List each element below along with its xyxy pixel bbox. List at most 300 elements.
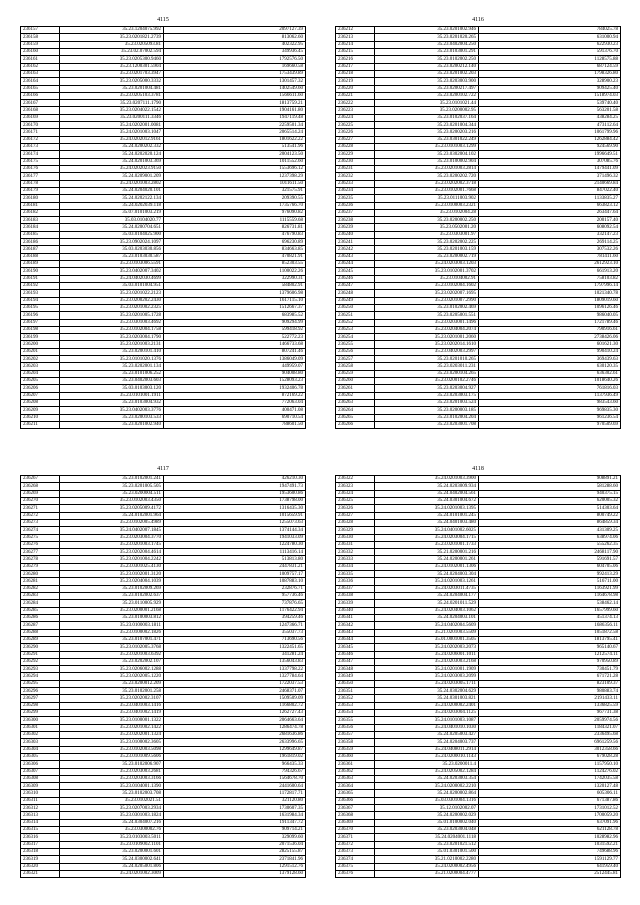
row-id-cell: 236299 bbox=[21, 710, 60, 717]
row-id-cell: 236162 bbox=[21, 63, 60, 70]
amount-cell: 986040.05 bbox=[479, 312, 621, 319]
table-row bbox=[21, 144, 306, 151]
row-id-cell: 236293 bbox=[21, 666, 60, 673]
row-id-cell: 236271 bbox=[21, 505, 60, 512]
amount-cell: 683985.52 bbox=[164, 312, 306, 319]
amount-cell: 1096126.46 bbox=[479, 304, 621, 311]
code-cell: 35.23.0102037.164 bbox=[375, 114, 479, 121]
code-cell: 35.24.0302004.629 bbox=[375, 688, 479, 695]
row-id-cell: 236245 bbox=[336, 268, 375, 275]
code-cell: 35.23.0203003.3166 bbox=[60, 775, 164, 782]
table-row bbox=[21, 812, 306, 819]
amount-cell: 1224780.30 bbox=[164, 541, 306, 548]
amount-cell: 1299649.87 bbox=[164, 746, 306, 753]
amount-cell: 169660.58 bbox=[164, 63, 306, 70]
row-id-cell: 236311 bbox=[21, 797, 60, 804]
code-cell: 35.23.0203004.3770 bbox=[60, 534, 164, 541]
table-row bbox=[336, 673, 621, 680]
data-table bbox=[20, 475, 306, 878]
amount-cell: 1798326.80 bbox=[479, 70, 621, 77]
amount-cell: 737876.65 bbox=[164, 600, 306, 607]
table-row bbox=[21, 34, 306, 41]
code-cell: 35.23.0200212.140 bbox=[375, 63, 479, 70]
row-id-cell: 236372 bbox=[336, 841, 375, 848]
amount-cell: 2441600.64 bbox=[164, 783, 306, 790]
row-id-cell: 236291 bbox=[21, 651, 60, 658]
row-id-cell: 236165 bbox=[21, 85, 60, 92]
amount-cell: 2004123.50 bbox=[164, 151, 306, 158]
code-cell: 35.24.0201011.529 bbox=[375, 600, 479, 607]
row-id-cell: 236275 bbox=[21, 534, 60, 541]
code-cell: 35.21.0201003.5509 bbox=[375, 629, 479, 636]
table-row bbox=[336, 312, 621, 319]
amount-cell: 1137936.49 bbox=[479, 392, 621, 399]
code-cell: 35.24.0201001.1909 bbox=[375, 666, 479, 673]
amount-cell: 209390.55 bbox=[164, 195, 306, 202]
row-id-cell: 236340 bbox=[336, 607, 375, 614]
table-row bbox=[21, 392, 306, 399]
code-cell: 35.23.0200002.250 bbox=[375, 217, 479, 224]
table-row bbox=[336, 819, 621, 826]
amount-cell: 1753439.89 bbox=[164, 70, 306, 77]
amount-cell: 1255073.63 bbox=[164, 519, 306, 526]
code-cell: 35.23.0402003.603 bbox=[60, 378, 164, 385]
amount-cell: 591376.70 bbox=[479, 48, 621, 55]
code-cell: 35.23.0102002.469 bbox=[375, 304, 479, 311]
table-row bbox=[21, 224, 306, 231]
row-id-cell: 236345 bbox=[336, 644, 375, 651]
table-row bbox=[21, 578, 306, 585]
row-id-cell: 236184 bbox=[21, 224, 60, 231]
table-row bbox=[336, 304, 621, 311]
code-cell: 35.23.0102005.4989 bbox=[60, 519, 164, 526]
amount-cell: 2064663.64 bbox=[164, 717, 306, 724]
code-cell: 35.23.0202002.107 bbox=[60, 658, 164, 665]
table-row bbox=[336, 512, 621, 519]
table-row bbox=[21, 541, 306, 548]
table-row bbox=[336, 614, 621, 621]
amount-cell: 2065514.24 bbox=[164, 129, 306, 136]
table-row bbox=[21, 688, 306, 695]
row-id-cell: 236368 bbox=[336, 812, 375, 819]
row-id-cell: 236166 bbox=[21, 92, 60, 99]
row-id-cell: 236310 bbox=[21, 790, 60, 797]
table-row bbox=[336, 527, 621, 534]
table-row bbox=[21, 505, 306, 512]
row-id-cell: 236223 bbox=[336, 107, 375, 114]
code-cell: 35.24.0301003.821 bbox=[375, 695, 479, 702]
amount-cell: 696230.89 bbox=[164, 239, 306, 246]
row-id-cell: 236353 bbox=[336, 702, 375, 709]
row-id-cell: 236188 bbox=[21, 253, 60, 260]
table-row bbox=[336, 56, 621, 63]
amount-cell: 2259501.34 bbox=[164, 122, 306, 129]
table-row bbox=[21, 326, 306, 333]
table-row bbox=[21, 651, 306, 658]
table-row bbox=[21, 202, 306, 209]
row-id-cell: 236302 bbox=[21, 731, 60, 738]
amount-cell: 1947491.73 bbox=[164, 483, 306, 490]
amount-cell: 470821.91 bbox=[164, 253, 306, 260]
row-id-cell: 236218 bbox=[336, 70, 375, 77]
row-id-cell: 236268 bbox=[21, 483, 60, 490]
table-row bbox=[21, 622, 306, 629]
table-row bbox=[21, 483, 306, 490]
amount-cell: 1237398.29 bbox=[164, 173, 306, 180]
code-cell: 35.24.0200202.332 bbox=[60, 144, 164, 151]
table-row bbox=[336, 341, 621, 348]
table-row bbox=[336, 695, 621, 702]
row-id-cell: 236169 bbox=[21, 114, 60, 121]
code-cell: 35.23.0109002.1101 bbox=[60, 841, 164, 848]
table-row bbox=[21, 63, 306, 70]
row-id-cell: 236232 bbox=[336, 173, 375, 180]
amount-cell: 1947119.48 bbox=[164, 114, 306, 121]
amount-cell: 322990.31 bbox=[164, 275, 306, 282]
code-cell: 35.24.0402030.4699 bbox=[60, 275, 164, 282]
code-cell: 35.23.0201703.3947 bbox=[60, 70, 164, 77]
table-row bbox=[336, 812, 621, 819]
amount-cell: 581288.60 bbox=[479, 483, 621, 490]
row-id-cell: 236356 bbox=[336, 724, 375, 731]
row-id-cell: 236288 bbox=[21, 629, 60, 636]
table-row bbox=[21, 356, 306, 363]
row-id-cell: 236255 bbox=[336, 341, 375, 348]
amount-cell: 200157.40 bbox=[479, 217, 621, 224]
table-row bbox=[21, 527, 306, 534]
amount-cell: 608092.54 bbox=[479, 224, 621, 231]
code-cell: 35.23.0103004.932 bbox=[60, 399, 164, 406]
table-row bbox=[21, 673, 306, 680]
row-id-cell: 236339 bbox=[336, 600, 375, 607]
table-row bbox=[336, 827, 621, 834]
code-cell: 35.24.0203003.1203 bbox=[375, 261, 479, 268]
row-id-cell: 236352 bbox=[336, 695, 375, 702]
row-id-cell: 236164 bbox=[21, 78, 60, 85]
row-id-cell: 236272 bbox=[21, 512, 60, 519]
row-id-cell: 236178 bbox=[21, 180, 60, 187]
code-cell: 35.03.0103003.120 bbox=[60, 385, 164, 392]
table-row bbox=[21, 195, 306, 202]
code-cell: 35.23.0300002.76 bbox=[60, 827, 164, 834]
amount-cell: 1100022.26 bbox=[164, 268, 306, 275]
table-row bbox=[336, 571, 621, 578]
row-id-cell: 236276 bbox=[21, 541, 60, 548]
code-cell: 35.23.0402003.3776 bbox=[60, 407, 164, 414]
amount-cell: 6961259.56 bbox=[479, 739, 621, 746]
row-id-cell: 236296 bbox=[21, 688, 60, 695]
code-cell: 35.23.0201022.2123 bbox=[60, 290, 164, 297]
row-id-cell: 236332 bbox=[336, 549, 375, 556]
amount-cell: 904008.80 bbox=[164, 370, 306, 377]
table-row bbox=[21, 746, 306, 753]
row-id-cell: 236174 bbox=[21, 151, 60, 158]
table-row bbox=[336, 483, 621, 490]
amount-cell: 976090.82 bbox=[164, 209, 306, 216]
row-id-cell: 236258 bbox=[336, 363, 375, 370]
code-cell: 35.23.0207111.1790 bbox=[60, 100, 164, 107]
table-row bbox=[336, 688, 621, 695]
table-row bbox=[336, 805, 621, 812]
amount-cell: 620005.32 bbox=[479, 497, 621, 504]
table-row bbox=[336, 107, 621, 114]
code-cell: 35.23.0301022.249 bbox=[375, 136, 479, 143]
table-row bbox=[21, 78, 306, 85]
data-table bbox=[335, 26, 621, 429]
code-cell: 35.24.0209001.209 bbox=[60, 173, 164, 180]
row-id-cell: 236196 bbox=[21, 312, 60, 319]
table-row bbox=[336, 385, 621, 392]
amount-cell: 983543.60 bbox=[479, 399, 621, 406]
amount-cell: 1327784.64 bbox=[164, 673, 306, 680]
amount-cell: 1591129.77 bbox=[479, 856, 621, 863]
table-row bbox=[336, 326, 621, 333]
code-cell: 35.24.0200001.261 bbox=[375, 556, 479, 563]
row-id-cell: 236267 bbox=[21, 476, 60, 483]
amount-cell: 2512445.81 bbox=[479, 870, 621, 877]
amount-cell: 451374.13 bbox=[479, 614, 621, 621]
code-cell: 35.23.0202002.3718 bbox=[375, 180, 479, 187]
row-id-cell: 236246 bbox=[336, 275, 375, 282]
table-row bbox=[336, 239, 621, 246]
code-cell: 35.03.0104025.900 bbox=[60, 231, 164, 238]
amount-cell: 321575.91 bbox=[164, 187, 306, 194]
row-id-cell: 236304 bbox=[21, 746, 60, 753]
table-row bbox=[336, 644, 621, 651]
amount-cell: 961236.54 bbox=[479, 414, 621, 421]
row-id-cell: 236335 bbox=[336, 571, 375, 578]
amount-cell: 1961819.02 bbox=[164, 753, 306, 760]
table-row bbox=[21, 519, 306, 526]
row-id-cell: 236198 bbox=[21, 326, 60, 333]
code-cell: 35.24.0204020.101 bbox=[60, 187, 164, 194]
amount-cell: 1932406.78 bbox=[164, 385, 306, 392]
amount-cell: 604705.06 bbox=[479, 563, 621, 570]
amount-cell: 790916.61 bbox=[479, 326, 621, 333]
code-cell: 35.23.0200001.2168 bbox=[60, 607, 164, 614]
table-row bbox=[336, 173, 621, 180]
amount-cell: 438284.25 bbox=[479, 114, 621, 121]
amount-cell: 847022.40 bbox=[479, 187, 621, 194]
row-id-cell: 236182 bbox=[21, 209, 60, 216]
table-row bbox=[336, 717, 621, 724]
table-row bbox=[336, 658, 621, 665]
row-id-cell: 236357 bbox=[336, 731, 375, 738]
amount-cell: 3012358.66 bbox=[479, 746, 621, 753]
code-cell: 35.23.0202005.1220 bbox=[60, 673, 164, 680]
table-row bbox=[21, 41, 306, 48]
table-row bbox=[21, 187, 306, 194]
code-cell: 35.24.0203003.354 bbox=[375, 775, 479, 782]
table-row bbox=[21, 790, 306, 797]
amount-cell: 663823.12 bbox=[479, 202, 621, 209]
amount-cell: 426210.30 bbox=[164, 476, 306, 483]
amount-cell: 1087883.10 bbox=[164, 578, 306, 585]
amount-cell: 1166802.72 bbox=[164, 702, 306, 709]
row-id-cell: 236350 bbox=[336, 680, 375, 687]
row-id-cell: 236168 bbox=[21, 107, 60, 114]
code-cell: 35.23.0101003.1299 bbox=[375, 144, 479, 151]
amount-cell: 970509.69 bbox=[479, 421, 621, 428]
amount-cell: 965140.67 bbox=[479, 644, 621, 651]
row-id-cell: 236209 bbox=[21, 407, 60, 414]
code-cell: 35.23.0205103.3781 bbox=[60, 92, 164, 99]
amount-cell: 1797996.14 bbox=[479, 282, 621, 289]
amount-cell: 1686356.11 bbox=[479, 622, 621, 629]
code-cell: 35.23.0401002.1419 bbox=[60, 710, 164, 717]
row-id-cell: 236330 bbox=[336, 534, 375, 541]
table-row bbox=[21, 710, 306, 717]
code-cell: 35.23.0110005.929 bbox=[60, 600, 164, 607]
code-cell: 35.23.0201003.6392 bbox=[60, 651, 164, 658]
amount-cell: 967731.38 bbox=[479, 710, 621, 717]
table-row bbox=[336, 783, 621, 790]
code-cell: 35.23.0102001.258 bbox=[60, 688, 164, 695]
row-id-cell: 236370 bbox=[336, 827, 375, 834]
amount-cell: 940375.15 bbox=[479, 490, 621, 497]
table-row bbox=[336, 246, 621, 253]
amount-cell: 2071536.04 bbox=[164, 841, 306, 848]
row-id-cell: 236230 bbox=[336, 158, 375, 165]
row-id-cell: 236364 bbox=[336, 783, 375, 790]
row-id-cell: 236229 bbox=[336, 151, 375, 158]
row-id-cell: 236308 bbox=[21, 775, 60, 782]
row-id-cell: 236176 bbox=[21, 165, 60, 172]
table-row bbox=[336, 217, 621, 224]
table-row bbox=[21, 856, 306, 863]
row-id-cell: 236242 bbox=[336, 246, 375, 253]
row-id-cell: 236314 bbox=[21, 819, 60, 826]
code-cell: 35.24.0203009.934 bbox=[375, 483, 479, 490]
code-cell: 35.23.0201007.2990 bbox=[375, 297, 479, 304]
code-cell: 35.23.0102001.3120 bbox=[60, 571, 164, 578]
row-id-cell: 236158 bbox=[21, 34, 60, 41]
amount-cell: 690710.54 bbox=[164, 414, 306, 421]
amount-cell: 1176422.94 bbox=[164, 607, 306, 614]
row-id-cell: 236300 bbox=[21, 717, 60, 724]
code-cell: 35.23.0204004.1039 bbox=[60, 578, 164, 585]
code-cell: 35.23.0402007.3402 bbox=[60, 268, 164, 275]
table-row bbox=[336, 476, 621, 483]
row-id-cell: 236306 bbox=[21, 761, 60, 768]
row-id-cell: 236344 bbox=[336, 636, 375, 643]
amount-cell: 1742035.58 bbox=[479, 775, 621, 782]
code-cell: 35.24.0202001.0081 bbox=[60, 122, 164, 129]
table-row bbox=[336, 180, 621, 187]
row-id-cell: 236323 bbox=[336, 483, 375, 490]
amount-cell: 2191433.11 bbox=[479, 695, 621, 702]
amount-cell: 909294.99 bbox=[164, 319, 306, 326]
row-id-cell: 236367 bbox=[336, 805, 375, 812]
row-id-cell: 236212 bbox=[336, 27, 375, 34]
code-cell: 35.24.0202020.124 bbox=[60, 151, 164, 158]
table-row bbox=[21, 312, 306, 319]
row-id-cell: 236241 bbox=[336, 239, 375, 246]
code-cell: 35.24.0203004.1715 bbox=[375, 534, 479, 541]
amount-cell: 1133835.27 bbox=[479, 195, 621, 202]
table-row bbox=[336, 78, 621, 85]
table-row bbox=[336, 848, 621, 855]
amount-cell: 794326.67 bbox=[164, 768, 306, 775]
amount-cell: 539740.40 bbox=[479, 100, 621, 107]
code-cell: 35.23.0201002.940 bbox=[60, 421, 164, 428]
amount-cell: 1813795.41 bbox=[479, 636, 621, 643]
code-cell: 35.23.0200003.185 bbox=[375, 407, 479, 414]
table-row bbox=[21, 658, 306, 665]
amount-cell: 1617115.10 bbox=[164, 297, 306, 304]
table-row bbox=[336, 497, 621, 504]
row-id-cell: 236206 bbox=[21, 385, 60, 392]
table-row bbox=[336, 680, 621, 687]
row-id-cell: 236204 bbox=[21, 370, 60, 377]
code-cell: 35.23.0101009.5606 bbox=[60, 753, 164, 760]
row-id-cell: 236211 bbox=[21, 421, 60, 428]
table-row bbox=[336, 407, 621, 414]
amount-cell: 1018640.26 bbox=[479, 378, 621, 385]
code-cell: 35.23.0203001.1496 bbox=[375, 319, 479, 326]
row-id-cell: 236351 bbox=[336, 688, 375, 695]
code-cell: 35.23.0203011.231 bbox=[375, 363, 479, 370]
code-cell: 35.23.0402004.250 bbox=[375, 41, 479, 48]
amount-cell: 1730607.35 bbox=[164, 805, 306, 812]
amount-cell: 730451.79 bbox=[479, 666, 621, 673]
panel-4116 bbox=[335, 14, 621, 429]
row-id-cell: 236171 bbox=[21, 129, 60, 136]
code-cell: 35.24.0304007.216 bbox=[60, 819, 164, 826]
code-cell: 35.23.0104002.91 bbox=[375, 275, 479, 282]
row-id-cell: 236328 bbox=[336, 519, 375, 526]
code-cell: 35.24.0202012.9161 bbox=[60, 136, 164, 143]
table-row bbox=[336, 505, 621, 512]
code-cell: 35.23.0200002.719 bbox=[375, 253, 479, 260]
row-id-cell: 236263 bbox=[336, 399, 375, 406]
amount-cell: 605306.11 bbox=[479, 790, 621, 797]
table-row bbox=[336, 334, 621, 341]
amount-cell: 909714.21 bbox=[164, 827, 306, 834]
code-cell: 35.23.0102004.28 bbox=[375, 209, 479, 216]
table-row bbox=[336, 870, 621, 877]
table-row bbox=[336, 48, 621, 55]
code-cell: 35.23.0203003.2681 bbox=[60, 768, 164, 775]
row-id-cell: 236355 bbox=[336, 717, 375, 724]
table-row bbox=[21, 268, 306, 275]
amount-cell: 1051872.58 bbox=[479, 629, 621, 636]
amount-cell: 2097127.39 bbox=[164, 27, 306, 34]
amount-cell: 514303.64 bbox=[479, 505, 621, 512]
code-cell: 35.23.0200202.720 bbox=[375, 173, 479, 180]
code-cell: 35.23.0201001.1733 bbox=[375, 541, 479, 548]
row-id-cell: 236313 bbox=[21, 812, 60, 819]
table-row bbox=[21, 136, 306, 143]
table-row bbox=[21, 363, 306, 370]
code-cell: 35.23.0102004.1758 bbox=[60, 326, 164, 333]
table-row bbox=[21, 399, 306, 406]
row-id-cell: 236207 bbox=[21, 392, 60, 399]
table-row bbox=[21, 100, 306, 107]
row-id-cell: 236292 bbox=[21, 658, 60, 665]
amount-cell: 402322.95 bbox=[164, 41, 306, 48]
row-id-cell: 236326 bbox=[336, 505, 375, 512]
code-cell: 35.23.0201003.1745 bbox=[60, 541, 164, 548]
table-row bbox=[21, 217, 306, 224]
table-row bbox=[336, 136, 621, 143]
code-cell: 35.12.0102002.07 bbox=[375, 805, 479, 812]
row-id-cell: 236244 bbox=[336, 261, 375, 268]
code-cell: 35.24.0102001.964 bbox=[60, 512, 164, 519]
table-row bbox=[336, 129, 621, 136]
amount-cell: 1374144.34 bbox=[164, 527, 306, 534]
amount-cell: 781411.60 bbox=[479, 253, 621, 260]
